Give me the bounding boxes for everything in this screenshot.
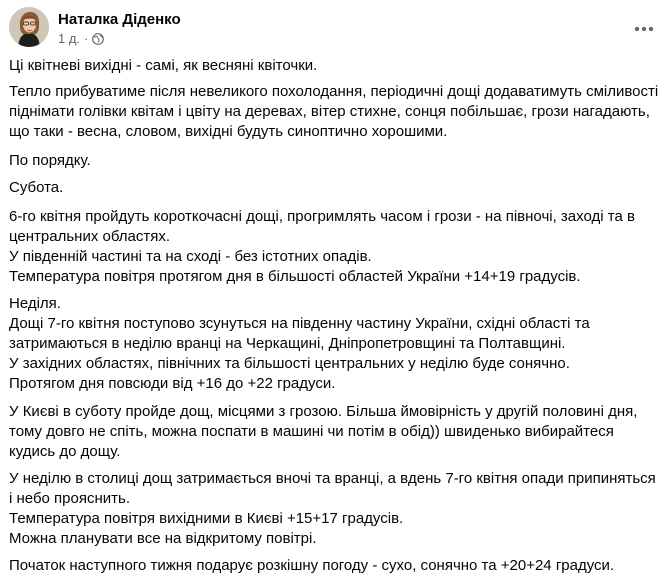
author-name[interactable]: Наталка Діденко xyxy=(58,11,181,28)
post-paragraph: Можна планувати все на відкритому повітрі. xyxy=(9,530,317,547)
more-options-icon xyxy=(634,26,654,32)
avatar[interactable] xyxy=(9,7,49,47)
meta-separator: · xyxy=(84,31,89,46)
post-time[interactable]: 1 д. xyxy=(58,31,81,46)
post-meta xyxy=(58,31,104,47)
avatar-image xyxy=(9,7,49,47)
post-paragraph: Ці квітневі вихідні - самі, як весняні квіточки. xyxy=(9,57,318,74)
post-header xyxy=(9,7,664,51)
post-paragraph: У неділю в столиці дощ затримається вночі та вранці, а вдень 7-го квітня опади припиняться і небо прояснить. Температура повітря вихідними в Києві +15+17 градусів. xyxy=(9,470,656,527)
post-paragraph: Початок наступного тижня подарує розкішну погоду - сухо, сонячно та +20+24 градуси. xyxy=(9,557,615,574)
more-options-button[interactable] xyxy=(632,17,656,41)
post-paragraph: Неділя. Дощі 7-го квітня поступово зсунуться на південну частину України, східні області та затримаються в неділю вранці на Черкащині, Дніпропетровщині та Полтавщині. У західних областях, північних та більшості центральних у неділю буде сонячно. Протягом дня повсюди від +16 до +22 градуси. xyxy=(9,295,590,392)
globe-icon xyxy=(92,33,104,45)
post-paragraph: У Києві в суботу пройде дощ, місцями з грозою. Більша ймовірність у другій половині дня, тому довго не спіть, можна поспати в машині чи потім в обід)) швиденько вибирайтеся кудись до дощу. xyxy=(9,403,638,460)
post-paragraph: 6-го квітня пройдуть короткочасні дощі, прогримлять часом і грози - на півночі, заході та в центральних областях. У південній частині та на сході - без істотних опадів. Температура повітря протягом дня в більшості областей України +14+19 градусів. xyxy=(9,208,635,285)
post-paragraph: Субота. xyxy=(9,179,64,196)
post-paragraph: По порядку. xyxy=(9,152,91,169)
post-paragraph: Тепло прибуватиме після невеликого похолодання, періодичні дощі додаватимуть сміливості піднімати голівки квітам і цвіту на деревах, вітер стихне, сонця побільшає, грози нагадають, що таки - весна, словом, вихідні будуть синоптично хорошими. xyxy=(9,83,659,140)
